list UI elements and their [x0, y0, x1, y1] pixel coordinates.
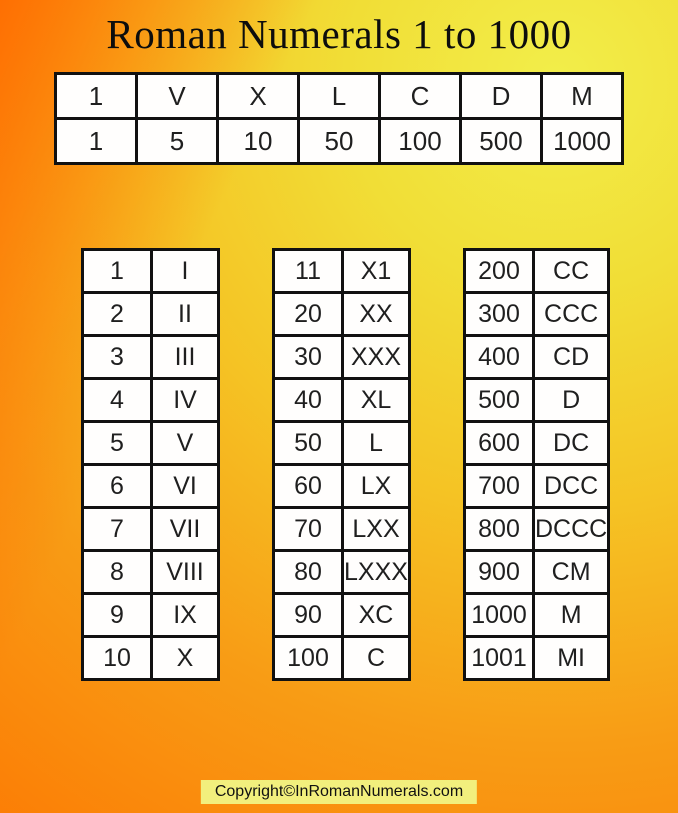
conversion-row [274, 637, 410, 680]
conversion-cell: IX [152, 594, 219, 637]
symbols-values-cell: 500 [461, 119, 542, 164]
conversion-row [274, 379, 410, 422]
conversion-cell: 100 [274, 637, 343, 680]
conversion-row [465, 336, 609, 379]
symbols-values-cell: D [461, 74, 542, 119]
conversion-row [274, 422, 410, 465]
symbols-values-cell: X [218, 74, 299, 119]
conversion-cell: 8 [83, 551, 152, 594]
conversion-row [83, 508, 219, 551]
conversion-row [465, 250, 609, 293]
conversion-cell: V [152, 422, 219, 465]
conversion-cell: XC [343, 594, 410, 637]
conversion-row [274, 293, 410, 336]
conversion-row [274, 508, 410, 551]
conversion-row [83, 293, 219, 336]
symbols-values-cell: M [542, 74, 623, 119]
symbols-values-cell: L [299, 74, 380, 119]
conversion-cell: LXXX [343, 551, 410, 594]
conversion-row [465, 422, 609, 465]
conversion-cell: VIII [152, 551, 219, 594]
conversion-cell: I [152, 250, 219, 293]
conversion-cell: 600 [465, 422, 534, 465]
conversion-cell: 90 [274, 594, 343, 637]
symbols-values-cell: V [137, 74, 218, 119]
conversion-cell: 50 [274, 422, 343, 465]
conversion-cell: DC [534, 422, 609, 465]
conversion-row [465, 551, 609, 594]
conversion-cell: D [534, 379, 609, 422]
conversion-cell: II [152, 293, 219, 336]
conversion-cell: LXX [343, 508, 410, 551]
conversion-cell: 800 [465, 508, 534, 551]
conversion-row [465, 508, 609, 551]
conversion-cell: 11 [274, 250, 343, 293]
conversion-row [465, 293, 609, 336]
conversion-table-ones-body [83, 250, 219, 680]
conversion-row [83, 250, 219, 293]
conversion-row [465, 637, 609, 680]
copyright-band [201, 780, 477, 804]
conversion-cell: X [152, 637, 219, 680]
symbols-values-cell: 1 [56, 74, 137, 119]
conversion-cell: 20 [274, 293, 343, 336]
conversion-row [274, 465, 410, 508]
conversion-cell: XL [343, 379, 410, 422]
conversion-cell: XXX [343, 336, 410, 379]
conversion-table-tens [272, 248, 411, 681]
conversion-cell: 5 [83, 422, 152, 465]
conversion-row [465, 594, 609, 637]
conversion-row [83, 465, 219, 508]
symbols-values-row [56, 119, 623, 164]
conversion-cell: 80 [274, 551, 343, 594]
conversion-cell: 9 [83, 594, 152, 637]
conversion-cell: DCC [534, 465, 609, 508]
conversion-table-hundreds [463, 248, 610, 681]
conversion-cell: 60 [274, 465, 343, 508]
conversion-cell: CM [534, 551, 609, 594]
conversion-cell: 1 [83, 250, 152, 293]
conversion-cell: 900 [465, 551, 534, 594]
conversion-cell: M [534, 594, 609, 637]
conversion-cell: CCC [534, 293, 609, 336]
symbols-values-cell: 1000 [542, 119, 623, 164]
symbols-values-cell: C [380, 74, 461, 119]
symbols-values-table [54, 72, 624, 165]
conversion-row [83, 379, 219, 422]
conversion-cell: 7 [83, 508, 152, 551]
conversion-cell: 300 [465, 293, 534, 336]
page-title: Roman Numerals 1 to 1000 [106, 11, 572, 57]
conversion-row [465, 379, 609, 422]
conversion-row [274, 336, 410, 379]
conversion-cell: 6 [83, 465, 152, 508]
conversion-cell: 1000 [465, 594, 534, 637]
conversion-cell: LX [343, 465, 410, 508]
conversion-cell: 2 [83, 293, 152, 336]
copyright-text: Copyright©InRomanNumerals.com [214, 783, 464, 800]
conversion-cell: X1 [343, 250, 410, 293]
conversion-row [83, 594, 219, 637]
conversion-table-hundreds-body [465, 250, 609, 680]
conversion-cell: 4 [83, 379, 152, 422]
conversion-cell: MI [534, 637, 609, 680]
conversion-row [83, 336, 219, 379]
conversion-cell: 700 [465, 465, 534, 508]
symbols-values-row [56, 74, 623, 119]
symbols-values-cell: 50 [299, 119, 380, 164]
conversion-cell: VII [152, 508, 219, 551]
conversion-cell: 10 [83, 637, 152, 680]
symbols-values-table-body [56, 74, 623, 164]
conversion-row [274, 551, 410, 594]
conversion-row [83, 637, 219, 680]
conversion-table-ones [81, 248, 220, 681]
conversion-cell: 200 [465, 250, 534, 293]
conversion-cell: 1001 [465, 637, 534, 680]
conversion-cell: 3 [83, 336, 152, 379]
conversion-cell: CD [534, 336, 609, 379]
conversion-row [465, 465, 609, 508]
conversion-cell: CC [534, 250, 609, 293]
conversion-row [83, 551, 219, 594]
conversion-row [83, 422, 219, 465]
conversion-row [274, 594, 410, 637]
conversion-cell: VI [152, 465, 219, 508]
conversion-cell: XX [343, 293, 410, 336]
conversion-cell: III [152, 336, 219, 379]
conversion-cell: 70 [274, 508, 343, 551]
conversion-table-tens-body [274, 250, 410, 680]
conversion-cell: 40 [274, 379, 343, 422]
conversion-row [274, 250, 410, 293]
symbols-values-cell: 10 [218, 119, 299, 164]
conversion-cell: 30 [274, 336, 343, 379]
conversion-cell: L [343, 422, 410, 465]
symbols-values-cell: 1 [56, 119, 137, 164]
conversion-cell: 400 [465, 336, 534, 379]
conversion-cell: IV [152, 379, 219, 422]
symbols-values-cell: 5 [137, 119, 218, 164]
conversion-cell: 500 [465, 379, 534, 422]
symbols-values-cell: 100 [380, 119, 461, 164]
conversion-cell: DCCC [534, 508, 609, 551]
conversion-cell: C [343, 637, 410, 680]
